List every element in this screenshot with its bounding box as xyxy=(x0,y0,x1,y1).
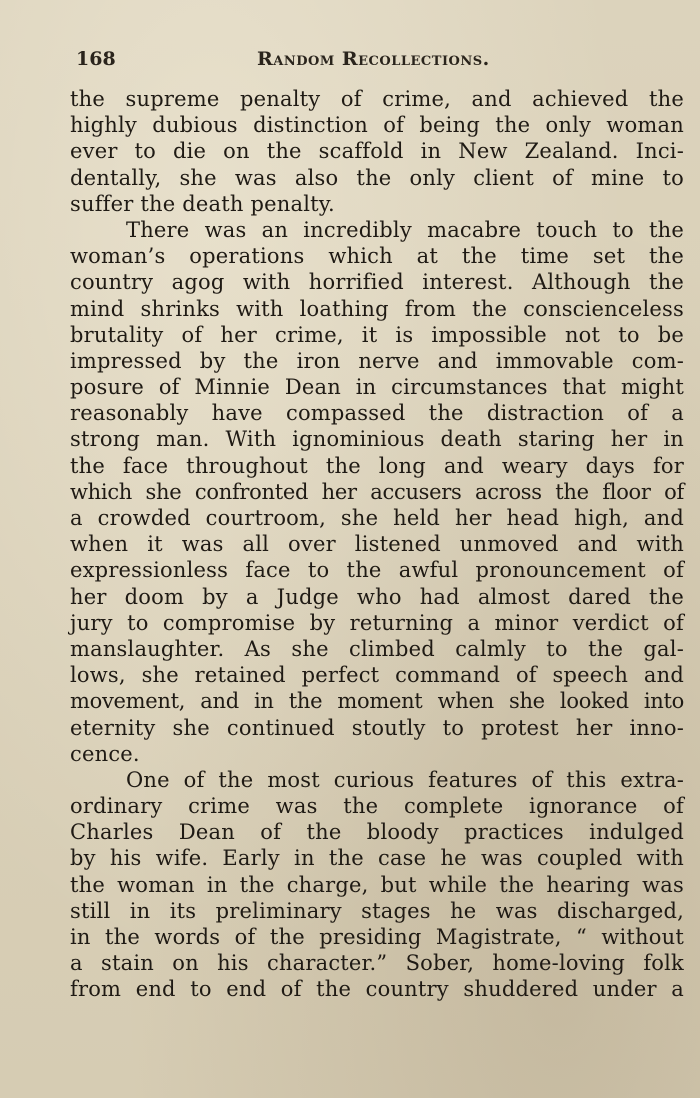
text-line: brutality of her crime, it is impossible not to be xyxy=(70,322,684,347)
text-line: One of the most curious features of this extra- xyxy=(126,767,684,792)
text-line: the woman in the charge, but while the hearing was xyxy=(70,872,684,897)
text-line: woman’s operations which at the time set the xyxy=(70,244,684,269)
text-line: a crowded courtroom, she held her head high, and xyxy=(70,506,684,530)
text-line: There was an incredibly macabre touch to the xyxy=(126,217,684,242)
running-head: Random Recollections. xyxy=(257,48,490,70)
text-line: jury to compromise by returning a minor verdict of xyxy=(70,610,684,635)
text-line: impressed by the iron nerve and immovable com- xyxy=(70,348,684,373)
text-line: the face throughout the long and weary days for xyxy=(70,453,684,478)
text-line: ever to die on the scaffold in New Zealand. Inci- xyxy=(70,139,684,164)
text-line: lows, she retained perfect command of speech and xyxy=(70,663,684,688)
text-line: Charles Dean of the bloody practices indulged xyxy=(70,820,684,845)
text-line: still in its preliminary stages he was discharged, xyxy=(70,898,684,923)
text-line: reasonably have compassed the distraction of a xyxy=(70,401,684,426)
text-line: suffer the death penalty. xyxy=(70,191,335,216)
text-line: mind shrinks with loathing from the conscienceless xyxy=(70,296,684,321)
text-line: the supreme penalty of crime, and achieved the xyxy=(70,87,684,111)
text-line: which she confronted her accusers across the floor of xyxy=(70,479,684,504)
text-line: when it was all over listened unmoved and with xyxy=(70,532,684,557)
text-line: from end to end of the country shuddered under a xyxy=(70,977,684,1002)
page-header xyxy=(76,48,686,74)
text-line: movement, and in the moment when she looked into xyxy=(70,689,684,714)
text-line: highly dubious distinction of being the only woman xyxy=(70,113,684,138)
body-text xyxy=(70,86,684,1003)
text-line: her doom by a Judge who had almost dared the xyxy=(70,584,684,609)
text-line: manslaughter. As she climbed calmly to the gal- xyxy=(70,636,684,661)
text-line: country agog with horrified interest. Although the xyxy=(70,270,684,295)
text-line: in the words of the presiding Magistrate, “ without xyxy=(70,925,684,949)
text-line: ordinary crime was the complete ignorance of xyxy=(70,794,684,819)
text-line: a stain on his character.” Sober, home-loving folk xyxy=(70,951,684,976)
text-line: expressionless face to the awful pronouncement of xyxy=(70,558,684,583)
text-line: dentally, she was also the only client of mine to xyxy=(70,165,684,190)
page-number: 168 xyxy=(76,48,116,70)
text-line: posure of Minnie Dean in circumstances that might xyxy=(70,375,684,400)
text-line: strong man. With ignominious death staring her in xyxy=(70,427,684,452)
text-line: by his wife. Early in the case he was coupled with xyxy=(70,846,684,871)
text-line: cence. xyxy=(70,741,140,766)
text-line: eternity she continued stoutly to protest her inno- xyxy=(70,715,684,740)
